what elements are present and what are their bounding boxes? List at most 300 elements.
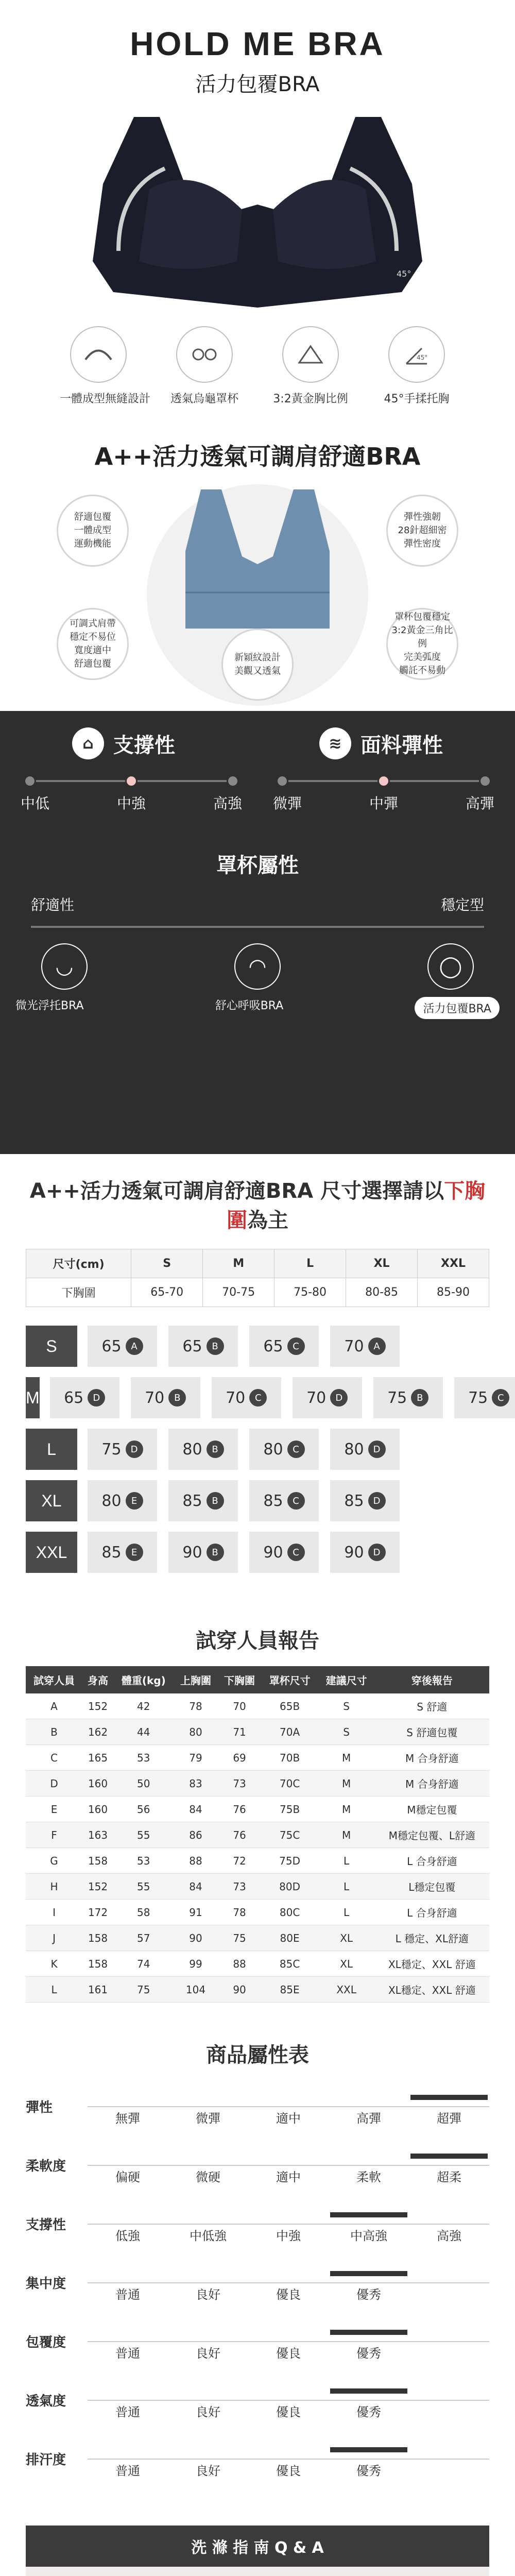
attribute-key: 排汗度 [26, 2452, 66, 2468]
cup-type-selected: 活力包覆BRA [415, 997, 500, 1019]
attribute-key: 透氣度 [26, 2393, 66, 2409]
table-row [26, 1693, 489, 1719]
attribute-option: 優秀 [356, 2346, 381, 2361]
support-icon: ⌂ [72, 727, 104, 759]
cup-letter: B [207, 1492, 224, 1510]
attribute-row [26, 2379, 489, 2420]
attribute-option: 良好 [196, 2346, 220, 2361]
table-cell: F [26, 1822, 82, 1848]
feature-mesh [166, 326, 243, 406]
attribute-scale [88, 2086, 489, 2127]
bra-product-image [175, 489, 340, 644]
scale-label: 中強 [116, 795, 146, 812]
table-row [26, 1797, 489, 1822]
size-grid-row [26, 1377, 504, 1418]
elastic-marker [377, 775, 390, 787]
table-cell: 75 [113, 1977, 174, 2003]
cup-size-cell [249, 1480, 319, 1521]
cup-letter: E [126, 1492, 143, 1510]
table-cell: XL穩定、XXL 舒適 [375, 1951, 489, 1977]
table-cell: 56 [113, 1797, 174, 1822]
table-cell: K [26, 1951, 82, 1977]
cup-light-icon: ◡ [41, 943, 88, 990]
table-cell: 53 [113, 1745, 174, 1771]
attribute-option: 高彈 [356, 2111, 381, 2126]
table-cell: 90 [174, 1925, 218, 1951]
cup-size-cell [168, 1429, 238, 1470]
table-row [26, 1771, 489, 1797]
scale-label: 高彈 [465, 795, 494, 812]
table-cell: L 合身舒適 [375, 1848, 489, 1874]
table-cell: L [318, 1900, 375, 1925]
callout-bubble: 舒適包覆 一體成型 運動機能 [57, 495, 129, 567]
attribute-selected-marker [330, 2447, 407, 2452]
attribute-option: 普通 [115, 2405, 140, 2419]
cup-size-cell [88, 1532, 157, 1573]
band-value: 80 [344, 1440, 364, 1459]
table-row [26, 1745, 489, 1771]
table-cell: 42 [113, 1693, 174, 1719]
cup-size-cell [131, 1377, 200, 1418]
table-cell: 75C [262, 1822, 318, 1848]
table-header: 試穿人員 [26, 1666, 82, 1693]
wash-guide [26, 2526, 489, 2576]
table-cell: 165 [82, 1745, 113, 1771]
table-cell: C [26, 1745, 82, 1771]
elastic-scale [273, 780, 494, 813]
table-cell: M穩定包覆 [375, 1797, 489, 1822]
band-value: 70 [344, 1337, 364, 1355]
product-detail-section [0, 422, 515, 711]
table-cell: 152 [82, 1874, 113, 1900]
attribute-option: 優秀 [356, 2287, 381, 2302]
table-cell: 50 [113, 1771, 174, 1797]
table-cell: XL [318, 1925, 375, 1951]
table-cell: 71 [218, 1719, 262, 1745]
cup-size-cell [212, 1377, 281, 1418]
table-cell: D [26, 1771, 82, 1797]
attribute-option: 適中 [276, 2170, 301, 2184]
cup-size-cell [373, 1377, 443, 1418]
cup-size-cell [454, 1377, 515, 1418]
cup-size-cell [249, 1429, 319, 1470]
size-grid-row [26, 1532, 489, 1573]
band-value: 65 [182, 1337, 202, 1355]
attribute-scale [88, 2144, 489, 2185]
table-cell: B [26, 1719, 82, 1745]
band-value: 70 [306, 1388, 327, 1407]
attribute-selected-marker [330, 2212, 407, 2217]
attribute-scale [88, 2203, 489, 2244]
table-cell: H [26, 1874, 82, 1900]
table-cell: 161 [82, 1977, 113, 2003]
attribute-selected-marker [330, 2271, 407, 2276]
cup-size-cell [330, 1326, 400, 1367]
attribute-option: 微硬 [196, 2170, 220, 2184]
feature-label: 45°手揉托胸 [384, 393, 450, 405]
feature-ratio [272, 326, 349, 406]
table-cell: 55 [113, 1874, 174, 1900]
table-cell: 80D [262, 1874, 318, 1900]
feature-seamless [60, 326, 151, 406]
seamless-icon [70, 326, 127, 383]
table-cell: J [26, 1925, 82, 1951]
table-cell: 75 [218, 1925, 262, 1951]
band-value: 80 [182, 1440, 202, 1459]
band-value: 75 [387, 1388, 407, 1407]
table-cell: S [318, 1719, 375, 1745]
table-header: 穿後報告 [375, 1666, 489, 1693]
cup-size-cell [168, 1532, 238, 1573]
attribute-row [26, 2086, 489, 2127]
cup-size-cell [249, 1326, 319, 1367]
attribute-option: 中強 [276, 2229, 301, 2243]
table-cell: 152 [82, 1693, 113, 1719]
table-cell: 163 [82, 1822, 113, 1848]
band-value: 75 [101, 1440, 122, 1459]
cup-letter: D [368, 1544, 386, 1561]
callout-bubble: 可調式肩帶 穩定不易位 寬度適中 舒適包覆 [57, 608, 129, 680]
table-cell: 158 [82, 1848, 113, 1874]
band-value: 80 [101, 1492, 122, 1510]
attribute-option: 優良 [276, 2405, 301, 2419]
cup-letter: D [126, 1440, 143, 1458]
attribute-option: 中高強 [350, 2229, 387, 2243]
table-header: 體重(kg) [113, 1666, 174, 1693]
cup-letter: B [168, 1389, 186, 1406]
table-cell: 91 [174, 1900, 218, 1925]
cup-size-cell [50, 1377, 119, 1418]
cup-size-cell [330, 1429, 400, 1470]
hero-section [0, 0, 515, 422]
attribute-scale [88, 2379, 489, 2420]
attribute-title: 商品屬性表 [206, 2043, 309, 2067]
callout-bubble: 罩杯包覆穩定 3:2黃金三角比例 完美弧度 觸託不易動 [386, 608, 458, 680]
attribute-option: 適中 [276, 2111, 301, 2126]
band-value: 70 [145, 1388, 165, 1407]
size-cells [88, 1480, 400, 1521]
table-cell: L穩定包覆 [375, 1874, 489, 1900]
band-value: 90 [263, 1543, 283, 1562]
table-cell: E [26, 1797, 82, 1822]
feature-list [0, 326, 515, 406]
cup-letter: E [126, 1544, 143, 1561]
callout-bubble: 彈性強韌 28針超細密 彈性密度 [386, 495, 458, 567]
table-cell: XXL [318, 1977, 375, 2003]
callout-bubble: 新穎紋設計 美觀又透氣 [221, 629, 294, 701]
band-value: 85 [263, 1492, 283, 1510]
attribute-option: 良好 [196, 2287, 220, 2302]
attribute-option: 超柔 [437, 2170, 461, 2184]
size-title: A++活力透氣可調肩舒適BRA 尺寸選擇請以下胸圍為主 [29, 1179, 486, 1232]
cup-size-cell [168, 1326, 238, 1367]
attribute-option: 中低強 [190, 2229, 227, 2243]
cup-left-label: 舒適性 [31, 896, 75, 913]
table-cell: 53 [113, 1848, 174, 1874]
attribute-selected-marker [410, 2154, 488, 2159]
band-value: 65 [101, 1337, 122, 1355]
svg-text:45°: 45° [417, 354, 428, 361]
table-row [26, 1977, 489, 2003]
cup-size-cell [330, 1532, 400, 1573]
attribute-selected-marker [330, 2388, 407, 2394]
table-cell: 88 [174, 1848, 218, 1874]
attribute-option: 超彈 [437, 2111, 461, 2126]
cup-size-cell [88, 1480, 157, 1521]
band-value: 85 [101, 1543, 122, 1562]
table-cell: 72 [218, 1848, 262, 1874]
size-section [0, 1154, 515, 1573]
angle-45-icon [388, 326, 445, 383]
band-value: 80 [263, 1440, 283, 1459]
size-label: XL [26, 1480, 77, 1521]
scale-label: 中低 [21, 795, 50, 812]
cup-letter: B [207, 1544, 224, 1561]
table-cell: 160 [82, 1797, 113, 1822]
table-cell: M [318, 1797, 375, 1822]
table-cell: G [26, 1848, 82, 1874]
attribute-option: 優秀 [356, 2405, 381, 2419]
cup-size-cell [168, 1480, 238, 1521]
hero-title: HOLD ME BRA [130, 25, 385, 62]
feature-label: 3:2黃金胸比例 [273, 393, 348, 405]
table-row [26, 1951, 489, 1977]
size-grid [26, 1326, 504, 1573]
bra-hero-image [72, 107, 443, 318]
cup-scale-bar [31, 926, 484, 928]
cup-letter: B [411, 1389, 428, 1406]
attribute-key: 支撐性 [26, 2217, 66, 2233]
attribute-option: 偏硬 [115, 2170, 140, 2184]
feature-label: 一體成型無縫設計 [60, 393, 151, 405]
band-value: 70 [226, 1388, 246, 1407]
table-cell: 57 [113, 1925, 174, 1951]
cup-letter: A [126, 1337, 143, 1355]
table-cell: 99 [174, 1951, 218, 1977]
table-cell: 80C [262, 1900, 318, 1925]
cup-letter: B [207, 1440, 224, 1458]
trial-section [0, 1583, 515, 2003]
table-cell: 65B [262, 1693, 318, 1719]
table-cell: XL [318, 1951, 375, 1977]
attribute-option: 微彈 [196, 2111, 220, 2126]
table-cell: 44 [113, 1719, 174, 1745]
svg-text:45°: 45° [397, 269, 411, 279]
band-value: 90 [344, 1543, 364, 1562]
table-cell: S [318, 1693, 375, 1719]
cup-size-cell [330, 1480, 400, 1521]
table-cell: 75B [262, 1797, 318, 1822]
cup-letter: C [287, 1544, 305, 1561]
attribute-selected-marker [330, 2330, 407, 2335]
table-row [26, 1848, 489, 1874]
size-label: M [26, 1377, 40, 1418]
table-cell: 69 [218, 1745, 262, 1771]
attribute-row [26, 2262, 489, 2303]
table-row [26, 1874, 489, 1900]
table-cell: M 合身舒適 [375, 1745, 489, 1771]
attribute-option: 普通 [115, 2346, 140, 2361]
support-scale [21, 780, 242, 813]
table-cell: 83 [174, 1771, 218, 1797]
attribute-scale [88, 2262, 489, 2303]
table-row [26, 1900, 489, 1925]
table-cell: 70A [262, 1719, 318, 1745]
cup-attribute [0, 849, 515, 1019]
table-cell: 75D [262, 1848, 318, 1874]
band-value: 65 [64, 1388, 84, 1407]
cup-letter: D [368, 1440, 386, 1458]
band-value: 75 [468, 1388, 488, 1407]
attribute-scale [88, 2438, 489, 2479]
table-cell: XL穩定、XXL 舒適 [375, 1977, 489, 2003]
attribute-section [0, 2003, 515, 2479]
table-cell: I [26, 1900, 82, 1925]
size-table: 尺寸(cm) S M L XL XXL 下胸圍 65-70 70-75 75-80 80-85 85-90 [26, 1249, 489, 1307]
table-cell: S 舒適包覆 [375, 1719, 489, 1745]
table-cell: 80 [174, 1719, 218, 1745]
table-cell: 74 [113, 1951, 174, 1977]
table-cell: 73 [218, 1874, 262, 1900]
table-header: 上胸圍 [174, 1666, 218, 1693]
table-row [26, 1822, 489, 1848]
attribute-scale [88, 2320, 489, 2362]
cup-type: 舒心呼吸BRA [215, 999, 284, 1012]
table-cell: 70B [262, 1745, 318, 1771]
size-grid-row [26, 1429, 489, 1470]
trial-table [26, 1666, 489, 2003]
table-cell: 172 [82, 1900, 113, 1925]
attribute-option: 優良 [276, 2464, 301, 2478]
attribute-option: 普通 [115, 2464, 140, 2478]
attribute-option: 低強 [115, 2229, 140, 2243]
table-cell: 79 [174, 1745, 218, 1771]
table-header: 建議尺寸 [318, 1666, 375, 1693]
attribute-option: 良好 [196, 2405, 220, 2419]
ratio-icon [282, 326, 339, 383]
table-cell: 76 [218, 1797, 262, 1822]
attribute-row [26, 2144, 489, 2185]
table-cell: M [318, 1745, 375, 1771]
feature-label: 透氣烏龜罩杯 [170, 393, 238, 405]
cup-breathe-icon: ◠ [234, 943, 281, 990]
cup-letter: B [207, 1337, 224, 1355]
mesh-icon [176, 326, 233, 383]
table-cell: M 合身舒適 [375, 1771, 489, 1797]
product-title: A++活力透氣可調肩舒適BRA [94, 443, 421, 470]
size-label: XXL [26, 1532, 77, 1573]
attribute-option: 良好 [196, 2464, 220, 2478]
table-cell: 104 [174, 1977, 218, 2003]
attribute-key: 集中度 [26, 2276, 66, 2292]
size-label: S [26, 1326, 77, 1367]
table-cell: 86 [174, 1822, 218, 1848]
band-value: 85 [182, 1492, 202, 1510]
table-cell: 58 [113, 1900, 174, 1925]
attribute-option: 高強 [437, 2229, 461, 2243]
table-header: 下胸圍 [218, 1666, 262, 1693]
band-value: 85 [344, 1492, 364, 1510]
table-cell: S 舒適 [375, 1693, 489, 1719]
elastic-heading: ≋ 面料彈性 [319, 727, 443, 759]
table-cell: L [318, 1848, 375, 1874]
cup-size-cell [88, 1326, 157, 1367]
table-cell: L 穩定、XL舒適 [375, 1925, 489, 1951]
table-cell: 88 [218, 1951, 262, 1977]
table-cell: L [318, 1874, 375, 1900]
table-cell: 162 [82, 1719, 113, 1745]
band-value: 90 [182, 1543, 202, 1562]
table-cell: 158 [82, 1925, 113, 1951]
scale-label: 微彈 [273, 795, 302, 812]
support-heading: ⌂ 支撐性 [72, 727, 175, 759]
size-cells [50, 1377, 515, 1418]
attribute-key: 柔軟度 [26, 2158, 66, 2174]
table-cell: 80E [262, 1925, 318, 1951]
table-cell: 90 [218, 1977, 262, 2003]
cup-size-cell [293, 1377, 362, 1418]
band-value: 65 [263, 1337, 283, 1355]
size-cells [88, 1532, 400, 1573]
table-header: 罩杯尺寸 [262, 1666, 318, 1693]
attribute-option: 無彈 [115, 2111, 140, 2126]
cup-letter: C [287, 1492, 305, 1510]
table-cell: 70C [262, 1771, 318, 1797]
cup-wrap-icon: ◯ [427, 943, 474, 990]
attribute-option: 優秀 [356, 2464, 381, 2478]
size-grid-row [26, 1480, 489, 1521]
cup-letter: D [368, 1492, 386, 1510]
elasticity-section [0, 711, 515, 1154]
attribute-option: 優良 [276, 2346, 301, 2361]
table-row [26, 1719, 489, 1745]
table-cell: 158 [82, 1951, 113, 1977]
table-cell: L [26, 1977, 82, 2003]
attribute-option: 柔軟 [356, 2170, 381, 2184]
table-cell: 85C [262, 1951, 318, 1977]
trial-title: 試穿人員報告 [196, 1629, 319, 1653]
attribute-key: 包覆度 [26, 2334, 66, 2350]
table-row [26, 1925, 489, 1951]
scale-label: 高強 [213, 795, 242, 812]
attribute-row [26, 2320, 489, 2362]
table-cell: 78 [218, 1900, 262, 1925]
attribute-row [26, 2438, 489, 2479]
table-cell: 55 [113, 1822, 174, 1848]
attribute-option: 普通 [115, 2287, 140, 2302]
cup-right-label: 穩定型 [440, 896, 484, 913]
cup-type: 微光浮托BRA [15, 999, 84, 1012]
table-cell: 160 [82, 1771, 113, 1797]
cup-title: 罩杯屬性 [216, 854, 299, 877]
cup-letter: C [249, 1389, 267, 1406]
cup-size-cell [249, 1532, 319, 1573]
attribute-option: 優良 [276, 2287, 301, 2302]
cup-letter: C [492, 1389, 509, 1406]
size-label: L [26, 1429, 77, 1470]
table-cell: M [318, 1771, 375, 1797]
cup-letter: C [287, 1440, 305, 1458]
support-marker [125, 775, 138, 787]
attribute-key: 彈性 [26, 2099, 53, 2115]
size-cells [88, 1429, 400, 1470]
size-grid-row [26, 1326, 489, 1367]
table-cell: 76 [218, 1822, 262, 1848]
table-cell: L 合身舒適 [375, 1900, 489, 1925]
attribute-row [26, 2203, 489, 2244]
cup-letter: D [88, 1389, 105, 1406]
table-cell: M [318, 1822, 375, 1848]
